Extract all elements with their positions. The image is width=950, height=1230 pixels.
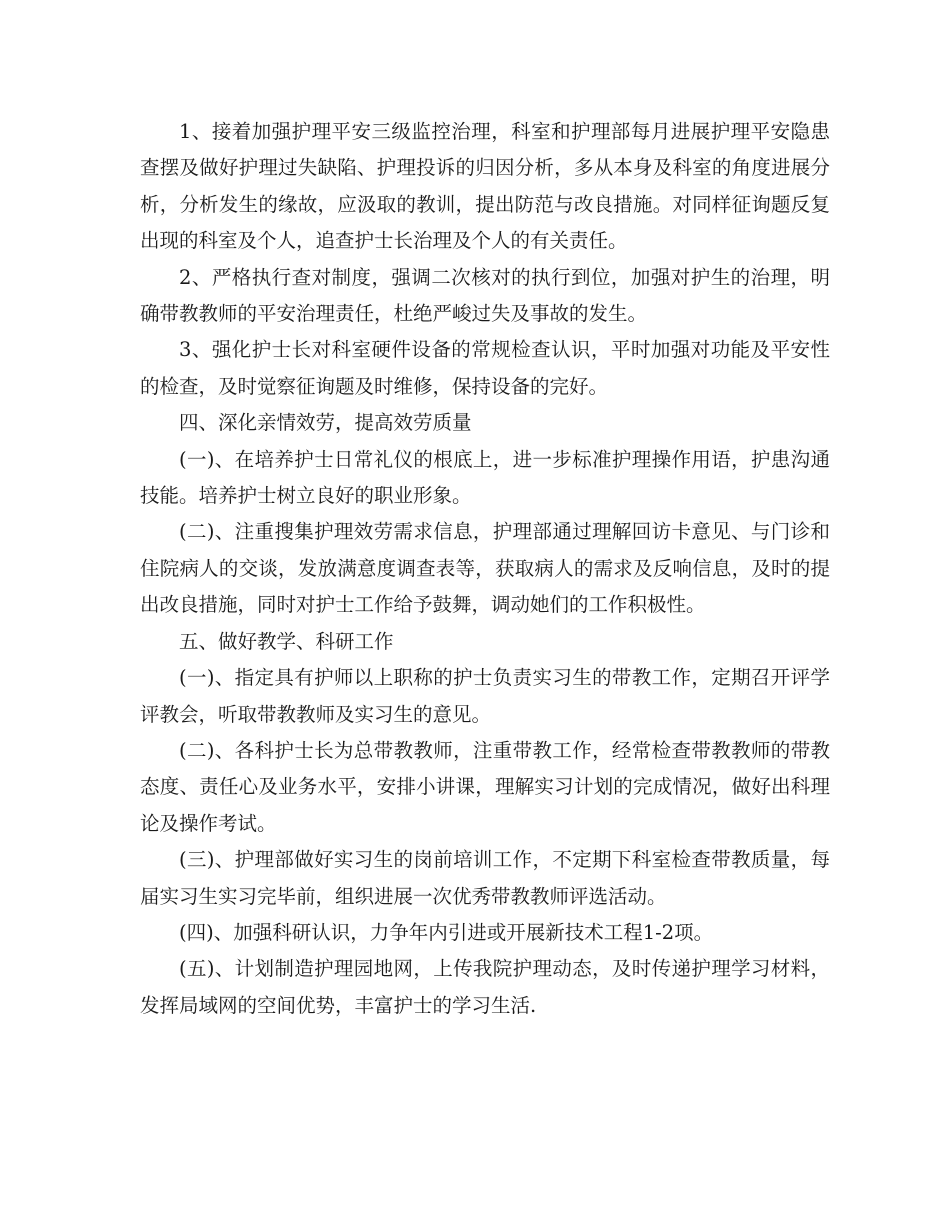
section-heading-4: 四、深化亲情效劳，提高效劳质量 <box>179 411 472 435</box>
paragraph-5-5: (五)、计划制造护理园地网，上传我院护理动态，及时传递护理学习材料，发挥局域网的空间优势，丰富护士的学习生活. <box>140 957 830 1017</box>
section-heading-5: 五、做好教学、科研工作 <box>179 629 394 653</box>
paragraph-2: 2、严格执行查对制度，强调二次核对的执行到位，加强对护生的治理，明确带教教师的平安治理责任，杜绝严峻过失及事故的发生。 <box>140 265 830 326</box>
paragraph-5-2: (二)、各科护士长为总带教教师，注重带教工作，经常检查带教教师的带教态度、责任心及业务水平，安排小讲课，理解实习计划的完成情况，做好出科理论及操作考试。 <box>140 738 830 835</box>
paragraph-4-1: (一)、在培养护士日常礼仪的根底上，进一步标准护理操作用语，护患沟通技能。培养护士树立良好的职业形象。 <box>140 447 830 508</box>
paragraph-5-1: (一)、指定具有护师以上职称的护士负责实习生的带教工作，定期召开评学评教会，听取带教教师及实习生的意见。 <box>140 666 830 726</box>
paragraph-5-4: (四)、加强科研认识，力争年内引进或开展新技术工程1-2项。 <box>179 920 714 944</box>
document-body <box>140 114 830 1024</box>
paragraph-4-2: (二)、注重搜集护理效劳需求信息，护理部通过理解回访卡意见、与门诊和住院病人的交谈，发放满意度调查表等，获取病人的需求及反响信息，及时的提出改良措施，同时对护士工作给予鼓舞，调动她们的工作积极性。 <box>140 520 830 617</box>
paragraph-5-3: (三)、护理部做好实习生的岗前培训工作，不定期下科室检查带教质量，每届实习生实习完毕前，组织进展一次优秀带教教师评选活动。 <box>140 848 830 908</box>
paragraph-1: 1、接着加强护理平安三级监控治理，科室和护理部每月进展护理平安隐患查摆及做好护理过失缺陷、护理投诉的归因分析，多从本身及科室的角度进展分析，分析发生的缘故，应汲取的教训，提出防范与改良措施。对同样征询题反复出现的科室及个人，追查护士长治理及个人的有关责任。 <box>140 120 830 253</box>
paragraph-3: 3、强化护士长对科室硬件设备的常规检查认识，平时加强对功能及平安性的检查，及时觉察征询题及时维修，保持设备的完好。 <box>140 338 830 398</box>
